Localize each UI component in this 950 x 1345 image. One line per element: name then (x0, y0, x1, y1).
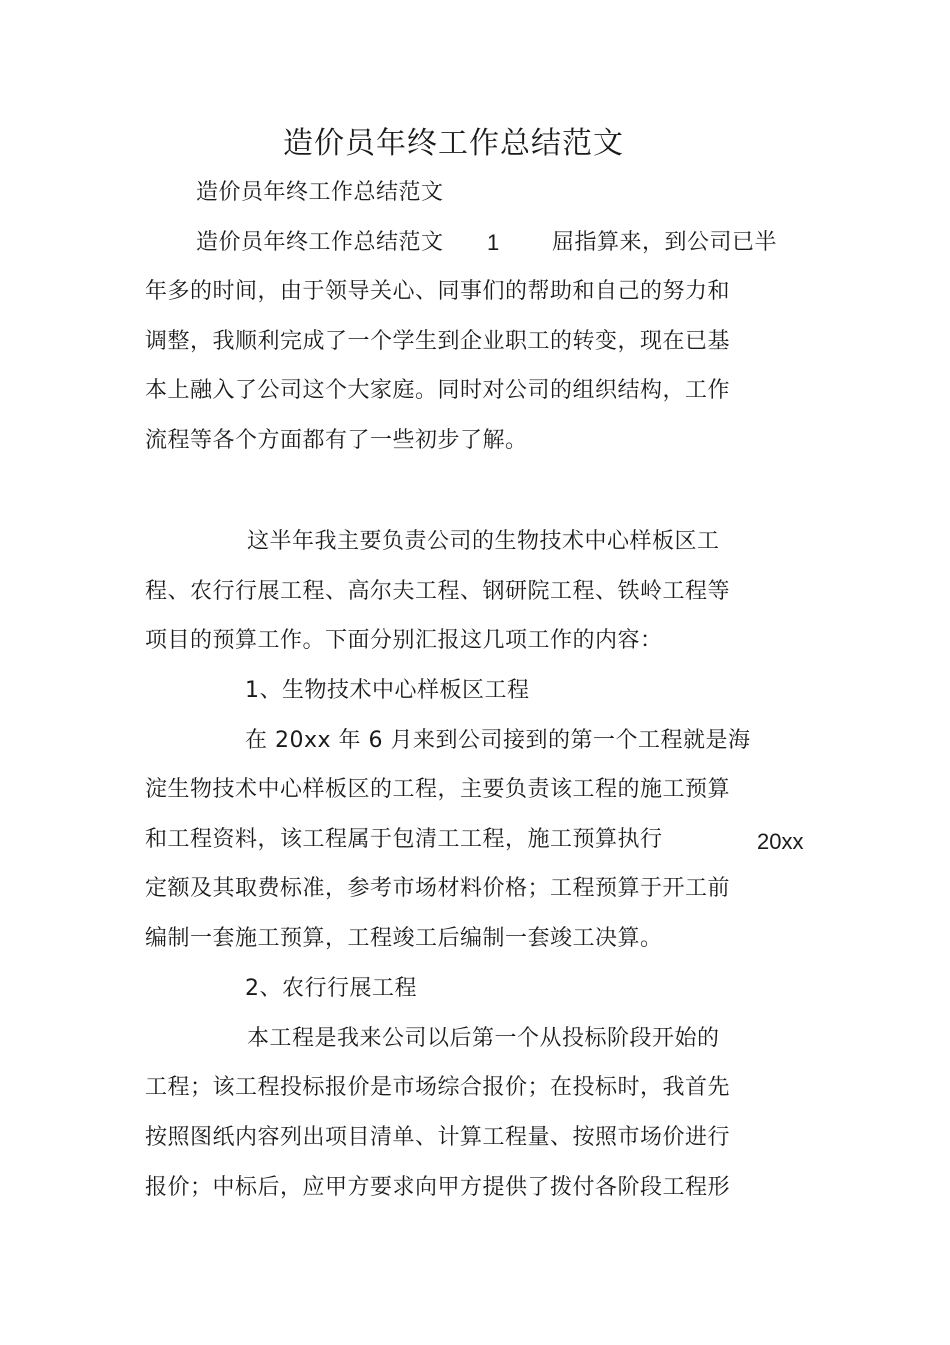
para2-line: 这半年我主要负责公司的生物技术中心样板区工 (247, 529, 720, 554)
para1-tail: 屈指算来，到公司已半 (552, 230, 778, 255)
para2-line: 程、农行行展工程、高尔夫工程、钢研院工程、铁岭工程等 (145, 579, 731, 604)
para1-number: 1 (487, 230, 500, 255)
section2-line: 按照图纸内容列出项目清单、计算工程量、按照市场价进行 (145, 1125, 731, 1150)
section2-line: 报价；中标后，应甲方要求向甲方提供了拨付各阶段工程形 (145, 1175, 731, 1200)
document-title: 造价员年终工作总结范文 (283, 126, 624, 161)
section1-line-tail: 20xx (757, 829, 804, 854)
section1-line: 淀生物技术中心样板区的工程，主要负责该工程的施工预算 (145, 777, 731, 802)
para1-head: 造价员年终工作总结范文 (196, 230, 444, 255)
section2-heading: 2、农行行展工程 (245, 976, 417, 1001)
section1-line: 在 20xx 年 6 月来到公司接到的第一个工程就是海 (245, 728, 751, 753)
para1-line: 流程等各个方面都有了一些初步了解。 (145, 428, 528, 453)
para1-line: 调整，我顺利完成了一个学生到企业职工的转变，现在已基 (145, 329, 731, 354)
para2-line: 项目的预算工作。下面分别汇报这几项工作的内容： (145, 628, 663, 653)
section2-line: 本工程是我来公司以后第一个从投标阶段开始的 (247, 1026, 720, 1051)
para1-line: 年多的时间，由于领导关心、同事们的帮助和自己的努力和 (145, 279, 731, 304)
para1-line: 本上融入了公司这个大家庭。同时对公司的组织结构，工作 (145, 378, 731, 403)
document-subtitle: 造价员年终工作总结范文 (196, 180, 444, 205)
section1-heading: 1、生物技术中心样板区工程 (245, 678, 530, 703)
section1-line: 定额及其取费标准，参考市场材料价格；工程预算于开工前 (145, 876, 731, 901)
section2-line: 工程；该工程投标报价是市场综合报价；在投标时，我首先 (145, 1075, 731, 1100)
section1-line: 和工程资料，该工程属于包清工工程，施工预算执行 (145, 827, 663, 852)
section1-line: 编制一套施工预算，工程竣工后编制一套竣工决算。 (145, 926, 663, 951)
